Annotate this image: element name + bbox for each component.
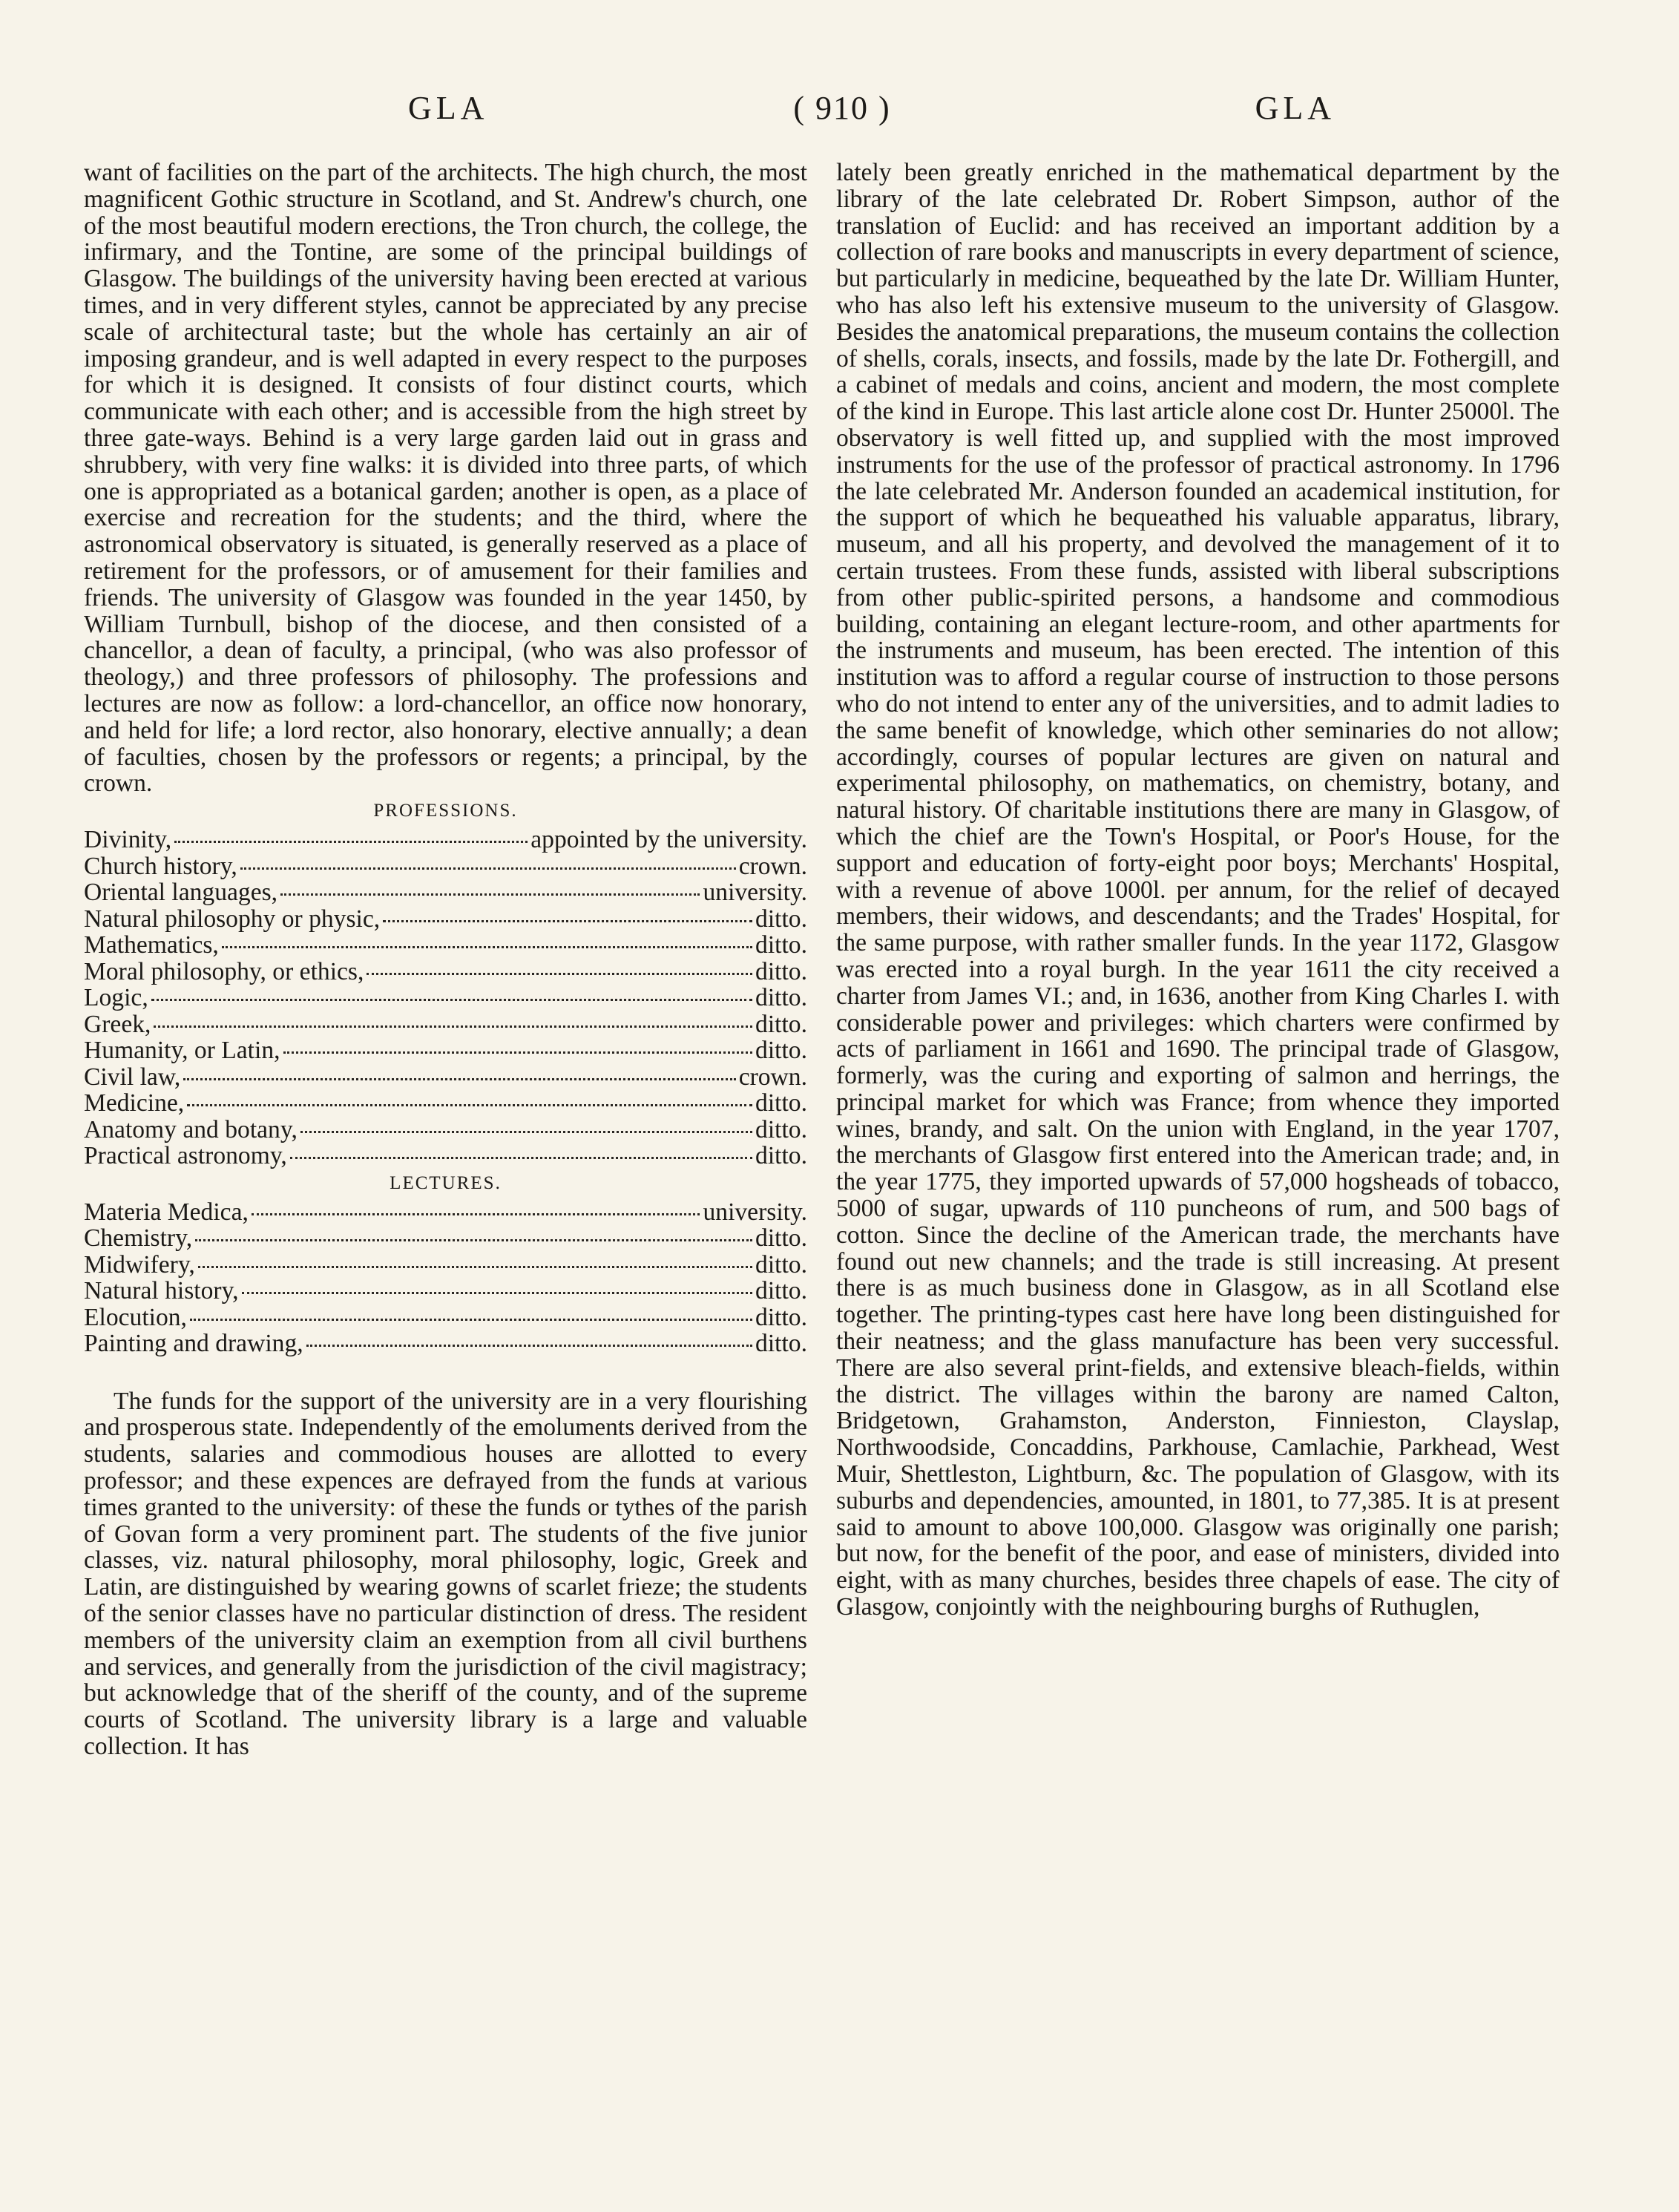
running-header [171, 89, 1514, 134]
profession-row [84, 1064, 807, 1091]
lecture-row-appointment: ditto. [755, 1303, 807, 1331]
profession-row-name: Oriental languages, [84, 879, 278, 907]
dot-leader [290, 1157, 752, 1159]
dot-leader [187, 1104, 752, 1106]
lecture-row [84, 1252, 807, 1279]
professions-heading: PROFESSIONS. [373, 801, 518, 821]
profession-row [84, 985, 807, 1011]
lecture-row [84, 1199, 807, 1226]
profession-row-appointment: university. [703, 879, 807, 907]
lecture-row-appointment: ditto. [755, 1250, 807, 1279]
dot-leader [222, 946, 752, 948]
profession-row-name: Logic, [84, 984, 148, 1012]
lecture-row-name: Natural history, [84, 1277, 239, 1305]
profession-row-name: Civil law, [84, 1063, 181, 1091]
profession-row-name: Greek, [84, 1010, 151, 1038]
lecture-row [84, 1225, 807, 1252]
profession-row [84, 827, 807, 853]
profession-row [84, 1117, 807, 1143]
profession-row-appointment: ditto. [755, 1010, 807, 1038]
dot-leader [300, 1131, 752, 1133]
dot-leader [151, 999, 752, 1001]
profession-row-appointment: crown. [738, 1063, 807, 1091]
lecture-row-name: Painting and drawing, [84, 1330, 303, 1358]
profession-row-appointment: appointed by the university. [530, 826, 807, 854]
dot-leader [383, 920, 752, 922]
funds-paragraph: The funds for the support of the university are in a very flourishing and prosperous state. Independently of the emoluments derived from the students, salaries and commodious houses are allotted to every professor; and these expences are defrayed from the funds at various times granted to the university: of these the funds or tythes of the parish of Govan form a very prominent part. The students of the five junior classes, viz. natural philosophy, moral philosophy, logic, Greek and Latin, are distinguished by wearing gowns of scarlet frieze; the students of the senior classes have no particular distinction of dress. The resident members of the university claim an exemption from all civil burthens and services, and generally from the jurisdiction of the civil magistracy; but acknowledge that of the sheriff of the county, and of the supreme courts of Scotland. The university library is a large and valuable collection. It has [84, 1387, 807, 1760]
profession-row-appointment: ditto. [755, 1037, 807, 1065]
lectures-list [84, 1199, 807, 1357]
profession-row [84, 879, 807, 906]
lecture-row-name: Elocution, [84, 1303, 187, 1331]
profession-row-appointment: ditto. [755, 984, 807, 1012]
profession-row [84, 853, 807, 880]
profession-row-appointment: ditto. [755, 1115, 807, 1143]
dot-leader [252, 1213, 700, 1215]
profession-row [84, 1143, 807, 1169]
dot-leader [242, 1292, 752, 1294]
lecture-row-appointment: ditto. [755, 1224, 807, 1253]
profession-row-appointment: ditto. [755, 1089, 807, 1118]
library-and-city-paragraph: lately been greatly enriched in the mathematical department by the library of the late celebrated Dr. Robert Simpson, author of the translation of Euclid: and has received an important addition by a collection of rare books and manuscripts in every department of science, but particularly in medicine, bequeathed by the late Dr. William Hunter, who has also left his extensive museum to the university of Glasgow. Besides the anatomical preparations, the museum contains the collection of shells, corals, insects, and fossils, made by the late Dr. Fothergill, and a cabinet of medals and coins, ancient and modern, the most complete of the kind in Europe. This last article alone cost Dr. Hunter 25000l. The observatory is well fitted up, and supplied with the most improved instruments for the use of the professor of practical astronomy. In 1796 the late celebrated Mr. Anderson founded an academical institution, for the support of which he bequeathed his valuable apparatus, library, museum, and all his property, and devolved the management of it to certain trustees. From these funds, assisted with liberal subscriptions from other public-spirited persons, a handsome and commodious building, containing an elegant lecture-room, and other apartments for the instruments and museum, has been erected. The intention of this institution was to afford a regular course of instruction to those persons who do not intend to enter any of the universities, and to admit ladies to the same benefit of knowledge, which other seminaries do not allow; accordingly, courses of popular lectures are given on natural and experimental philosophy, on mathematics, on chemistry, botany, and natural history. Of charitable institutions there are many in Glasgow, of which the chief are the Town's Hospital, or Poor's House, for the support and education of forty-eight poor boys; Merchants' Hospital, with a revenue of above 1000l. per annum, for the relief of decayed members, their widows, and descendants; and the Trades' Hospital, for the same purpose, with rather smaller funds. In the year 1172, Glasgow was erected into a royal burgh. In the year 1611 the city received a charter from James VI.; and, in 1636, another from King Charles I. with considerable power and privileges: which charters were confirmed by acts of parliament in 1661 and 1690. The principal trade of Glasgow, formerly, was the curing and exporting of salmon and herrings, the principal market for which was France; from whence they imported wines, brandy, and salt. On the union with England, in the year 1707, the merchants of Glasgow first entered into the American trade; and, in the year 1775, they imported upwards of 57,000 hogsheads of tobacco, 5000 of sugar, upwards of 110 puncheons of rum, and 500 bags of cotton. Since the decline of the American trade, the merchants have found out new channels; and the trade is still increasing. At present there is as much business done in Glasgow, as in all Scotland else together. The printing-types cast here have long been distinguished for their neatness; and the glass manufacture has been very successful. There are also several print-fields, and extensive bleach-fields, within the district. The villages within the barony are named Calton, Bridgetown, Grahamston, Anderston, Finnieston, Clayslap, Northwoodside, Concaddins, Parkhouse, Camlachie, Parkhead, West Muir, Shettleston, Lightburn, &c. The population of Glasgow, with its suburbs and dependencies, amounted, in 1801, to 77,385. It is at present said to amount to above 100,000. Glasgow was originally one parish; but now, for the benefit of the poor, and ease of ministers, divided into eight, with as many churches, besides three chapels of ease. The city of Glasgow, conjointly with the neighbouring burghs of Ruthuglen, [836, 159, 1560, 1621]
dot-leader [240, 867, 736, 870]
header-left-word: GLA [408, 90, 489, 126]
dot-leader [154, 1025, 752, 1028]
university-paragraph: want of facilities on the part of the architects. The high church, the most magnificent Gothic structure in Scotland, and St. Andrew's church, one of the most beautiful modern erections, the Tron church, the college, the infirmary, and the Tontine, are some of the principal buildings of Glasgow. The buildings of the university having been erected at various times, and in very different styles, cannot be appreciated by any precise scale of architectural taste; but the whole has certainly an air of imposing grandeur, and is well adapted in every respect to the purposes for which it is designed. It consists of four distinct courts, which communicate with each other; and is accessible from the high street by three gate-ways. Behind is a very large garden laid out in grass and shrubbery, with very fine walks: it is divided into three parts, of which one is appropriated as a botanical garden; another is open, as a place of exercise and recreation for the students; and the third, where the astronomical observatory is situated, is generally reserved as a place of retirement for the professors, or of amusement for their families and friends. The university of Glasgow was founded in the year 1450, by William Turnbull, bishop of the diocese, and then consisted of a chancellor, a dean of faculty, a principal, (who was also professor of theology,) and three professors of philosophy. The professions and lectures are now as follow: a lord-chancellor, an office now honorary, and held for life; a lord rector, also honorary, elective annually; a dean of faculties, chosen by the professors or regents; a principal, by the crown. [84, 159, 807, 798]
lecture-row-appointment: ditto. [755, 1330, 807, 1358]
left-column [84, 160, 807, 1760]
lecture-row [84, 1330, 807, 1357]
profession-row [84, 959, 807, 985]
lecture-row-name: Materia Medica, [84, 1198, 249, 1226]
profession-row [84, 932, 807, 959]
profession-row [84, 1037, 807, 1064]
dot-leader [367, 973, 752, 975]
lectures-heading: LECTURES. [390, 1172, 502, 1193]
dot-leader [195, 1239, 752, 1241]
lecture-row [84, 1278, 807, 1304]
profession-row-name: Natural philosophy or physic, [84, 905, 381, 933]
lecture-row [84, 1304, 807, 1331]
profession-row-name: Medicine, [84, 1089, 185, 1118]
dot-leader [283, 1051, 753, 1054]
dot-leader [280, 893, 700, 896]
dot-leader [183, 1078, 735, 1080]
dot-leader [198, 1266, 752, 1268]
profession-row-appointment: ditto. [755, 1142, 807, 1170]
dot-leader [190, 1319, 752, 1321]
page-number: ( 910 ) [793, 90, 891, 126]
profession-row-name: Practical astronomy, [84, 1142, 287, 1170]
profession-row [84, 906, 807, 933]
lecture-row-name: Midwifery, [84, 1250, 195, 1279]
dot-leader [306, 1345, 752, 1347]
profession-row [84, 1011, 807, 1038]
profession-row-name: Divinity, [84, 826, 172, 854]
profession-row-name: Moral philosophy, or ethics, [84, 957, 364, 985]
profession-row-appointment: ditto. [755, 957, 807, 985]
right-column [836, 160, 1560, 1621]
profession-row [84, 1090, 807, 1117]
professions-list [84, 827, 807, 1169]
profession-row-name: Humanity, or Latin, [84, 1037, 280, 1065]
lecture-row-appointment: university. [703, 1198, 807, 1226]
lecture-row-name: Chemistry, [84, 1224, 193, 1253]
profession-row-appointment: crown. [738, 852, 807, 880]
profession-row-name: Mathematics, [84, 931, 219, 959]
lecture-row-appointment: ditto. [755, 1277, 807, 1305]
header-right-word: GLA [1255, 90, 1335, 126]
profession-row-name: Anatomy and botany, [84, 1115, 298, 1143]
dot-leader [174, 841, 528, 843]
profession-row-appointment: ditto. [755, 905, 807, 933]
profession-row-name: Church history, [84, 852, 237, 880]
profession-row-appointment: ditto. [755, 931, 807, 959]
